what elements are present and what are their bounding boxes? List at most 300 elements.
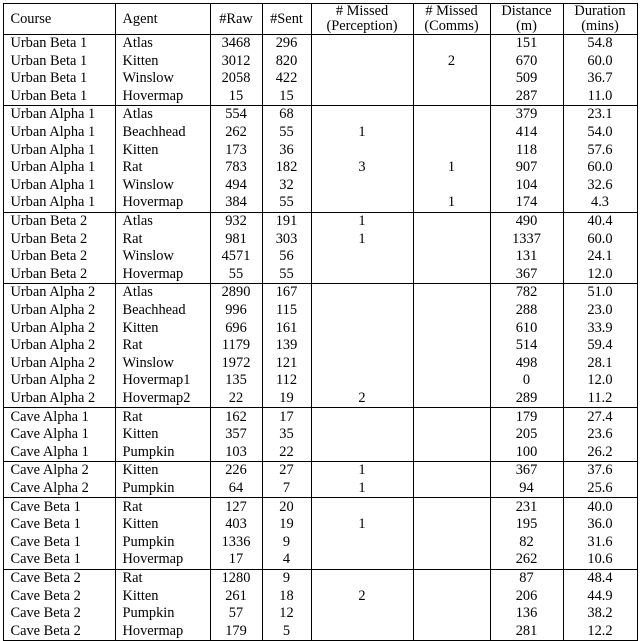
cell-missed-comms	[413, 516, 490, 534]
cell-duration: 44.9	[563, 587, 637, 605]
cell-missed-comms	[413, 248, 490, 266]
cell-duration: 37.6	[563, 462, 637, 480]
cell-missed-perception	[311, 551, 413, 569]
cell-agent: Pumpkin	[115, 480, 210, 498]
cell-duration: 60.0	[563, 53, 637, 71]
cell-missed-perception	[311, 70, 413, 88]
cell-missed-comms	[413, 587, 490, 605]
cell-agent: Rat	[115, 408, 210, 426]
cell-raw: 996	[210, 302, 262, 320]
table-row	[3, 266, 637, 284]
table-header	[3, 4, 637, 35]
table-row	[3, 124, 637, 142]
cell-duration: 24.1	[563, 248, 637, 266]
cell-duration: 10.6	[563, 551, 637, 569]
cell-missed-comms	[413, 372, 490, 390]
cell-sent: 121	[262, 355, 311, 373]
cell-raw: 262	[210, 124, 262, 142]
cell-missed-perception	[311, 266, 413, 284]
cell-missed-perception	[311, 35, 413, 53]
cell-sent: 55	[262, 124, 311, 142]
cell-agent: Atlas	[115, 35, 210, 53]
cell-duration: 23.1	[563, 106, 637, 124]
table-row	[3, 53, 637, 71]
cell-duration: 12.0	[563, 266, 637, 284]
table-row	[3, 106, 637, 124]
cell-agent: Pumpkin	[115, 605, 210, 623]
table-row	[3, 248, 637, 266]
cell-duration: 33.9	[563, 320, 637, 338]
cell-distance: 907	[490, 159, 563, 177]
table-row	[3, 212, 637, 230]
col-header-duration	[563, 4, 637, 35]
cell-duration: 54.8	[563, 35, 637, 53]
cell-raw: 1336	[210, 534, 262, 552]
table-row	[3, 355, 637, 373]
cell-agent: Kitten	[115, 516, 210, 534]
cell-raw: 4571	[210, 248, 262, 266]
cell-missed-perception	[311, 498, 413, 516]
cell-missed-comms: 1	[413, 194, 490, 212]
col-header-course-label: Course	[10, 10, 52, 27]
cell-raw: 2058	[210, 70, 262, 88]
cell-missed-perception: 1	[311, 516, 413, 534]
cell-distance: 100	[490, 444, 563, 462]
cell-course: Cave Beta 2	[3, 569, 115, 587]
cell-distance: 514	[490, 337, 563, 355]
cell-agent: Hovermap	[115, 194, 210, 212]
cell-distance: 670	[490, 53, 563, 71]
col-header-sent	[262, 4, 311, 35]
cell-missed-perception	[311, 372, 413, 390]
cell-missed-comms	[413, 355, 490, 373]
header-row	[3, 4, 637, 35]
cell-course: Urban Beta 2	[3, 248, 115, 266]
cell-sent: 36	[262, 142, 311, 160]
cell-sent: 296	[262, 35, 311, 53]
cell-raw: 357	[210, 426, 262, 444]
cell-distance: 610	[490, 320, 563, 338]
cell-distance: 104	[490, 177, 563, 195]
cell-raw: 64	[210, 480, 262, 498]
cell-missed-perception	[311, 408, 413, 426]
cell-missed-comms	[413, 320, 490, 338]
cell-raw: 261	[210, 587, 262, 605]
table-row	[3, 159, 637, 177]
cell-agent: Beachhead	[115, 124, 210, 142]
cell-distance: 287	[490, 88, 563, 106]
cell-course: Urban Alpha 1	[3, 124, 115, 142]
table-row	[3, 426, 637, 444]
col-header-course	[3, 4, 115, 35]
cell-course: Urban Beta 2	[3, 266, 115, 284]
cell-missed-perception: 3	[311, 159, 413, 177]
cell-agent: Hovermap	[115, 88, 210, 106]
col-header-missed-perception-sub: (Perception)	[326, 18, 398, 34]
cell-raw: 554	[210, 106, 262, 124]
cell-sent: 35	[262, 426, 311, 444]
cell-missed-comms	[413, 124, 490, 142]
cell-raw: 932	[210, 212, 262, 230]
cell-missed-perception	[311, 337, 413, 355]
cell-raw: 494	[210, 177, 262, 195]
cell-sent: 12	[262, 605, 311, 623]
cell-missed-comms	[413, 284, 490, 302]
cell-distance: 151	[490, 35, 563, 53]
cell-raw: 384	[210, 194, 262, 212]
cell-missed-perception	[311, 569, 413, 587]
cell-course: Cave Beta 1	[3, 551, 115, 569]
cell-missed-perception: 1	[311, 462, 413, 480]
cell-agent: Hovermap	[115, 551, 210, 569]
table-row	[3, 534, 637, 552]
cell-raw: 22	[210, 390, 262, 408]
cell-sent: 9	[262, 534, 311, 552]
cell-distance: 281	[490, 623, 563, 641]
cell-distance: 1337	[490, 231, 563, 249]
cell-missed-perception	[311, 284, 413, 302]
cell-duration: 60.0	[563, 231, 637, 249]
cell-agent: Atlas	[115, 106, 210, 124]
cell-course: Urban Beta 2	[3, 212, 115, 230]
cell-course: Urban Alpha 2	[3, 390, 115, 408]
cell-missed-comms	[413, 231, 490, 249]
cell-missed-perception: 1	[311, 480, 413, 498]
cell-missed-comms	[413, 302, 490, 320]
table-row	[3, 284, 637, 302]
cell-missed-perception	[311, 142, 413, 160]
cell-agent: Pumpkin	[115, 444, 210, 462]
cell-course: Cave Alpha 1	[3, 444, 115, 462]
cell-missed-comms	[413, 337, 490, 355]
cell-missed-perception	[311, 88, 413, 106]
col-header-missed-comms-sub: (Comms)	[424, 18, 479, 34]
table-row	[3, 320, 637, 338]
table-body	[3, 35, 637, 641]
cell-raw: 1280	[210, 569, 262, 587]
cell-sent: 161	[262, 320, 311, 338]
table-row	[3, 498, 637, 516]
cell-course: Cave Beta 1	[3, 516, 115, 534]
table-row	[3, 408, 637, 426]
cell-missed-perception: 1	[311, 124, 413, 142]
col-header-missed-comms	[413, 4, 490, 35]
cell-agent: Hovermap	[115, 266, 210, 284]
cell-missed-comms	[413, 444, 490, 462]
cell-course: Urban Alpha 1	[3, 194, 115, 212]
cell-distance: 206	[490, 587, 563, 605]
cell-sent: 55	[262, 194, 311, 212]
cell-missed-comms	[413, 408, 490, 426]
cell-raw: 1179	[210, 337, 262, 355]
table-row	[3, 194, 637, 212]
cell-duration: 57.6	[563, 142, 637, 160]
cell-missed-perception	[311, 355, 413, 373]
cell-course: Urban Alpha 2	[3, 284, 115, 302]
cell-duration: 48.4	[563, 569, 637, 587]
cell-course: Urban Alpha 1	[3, 106, 115, 124]
cell-sent: 9	[262, 569, 311, 587]
col-header-distance	[490, 4, 563, 35]
cell-course: Urban Alpha 2	[3, 355, 115, 373]
table-row	[3, 444, 637, 462]
cell-duration: 36.0	[563, 516, 637, 534]
cell-course: Cave Beta 1	[3, 498, 115, 516]
cell-sent: 18	[262, 587, 311, 605]
cell-missed-comms	[413, 534, 490, 552]
results-table	[3, 3, 638, 641]
cell-missed-perception: 2	[311, 390, 413, 408]
cell-agent: Winslow	[115, 70, 210, 88]
cell-distance: 231	[490, 498, 563, 516]
cell-missed-comms	[413, 70, 490, 88]
cell-missed-comms	[413, 623, 490, 641]
cell-sent: 5	[262, 623, 311, 641]
cell-sent: 55	[262, 266, 311, 284]
cell-sent: 27	[262, 462, 311, 480]
cell-distance: 131	[490, 248, 563, 266]
cell-missed-comms	[413, 569, 490, 587]
cell-agent: Pumpkin	[115, 534, 210, 552]
cell-raw: 981	[210, 231, 262, 249]
col-header-sent-label: #Sent	[270, 10, 303, 27]
cell-agent: Beachhead	[115, 302, 210, 320]
cell-missed-comms	[413, 426, 490, 444]
table-row	[3, 516, 637, 534]
cell-duration: 4.3	[563, 194, 637, 212]
cell-sent: 56	[262, 248, 311, 266]
cell-sent: 32	[262, 177, 311, 195]
cell-raw: 162	[210, 408, 262, 426]
cell-duration: 25.6	[563, 480, 637, 498]
cell-agent: Winslow	[115, 355, 210, 373]
cell-sent: 19	[262, 516, 311, 534]
cell-raw: 2890	[210, 284, 262, 302]
cell-distance: 289	[490, 390, 563, 408]
cell-course: Cave Beta 2	[3, 587, 115, 605]
cell-duration: 59.4	[563, 337, 637, 355]
cell-raw: 403	[210, 516, 262, 534]
cell-distance: 414	[490, 124, 563, 142]
cell-agent: Kitten	[115, 426, 210, 444]
cell-course: Urban Beta 1	[3, 35, 115, 53]
cell-agent: Hovermap2	[115, 390, 210, 408]
cell-raw: 226	[210, 462, 262, 480]
cell-agent: Winslow	[115, 248, 210, 266]
cell-course: Urban Alpha 1	[3, 159, 115, 177]
col-header-raw	[210, 4, 262, 35]
cell-distance: 509	[490, 70, 563, 88]
cell-missed-perception: 1	[311, 212, 413, 230]
table-row	[3, 551, 637, 569]
cell-duration: 27.4	[563, 408, 637, 426]
cell-distance: 367	[490, 266, 563, 284]
cell-missed-perception	[311, 53, 413, 71]
cell-sent: 4	[262, 551, 311, 569]
cell-missed-comms	[413, 266, 490, 284]
cell-course: Urban Beta 1	[3, 88, 115, 106]
cell-course: Urban Alpha 2	[3, 320, 115, 338]
cell-missed-comms	[413, 142, 490, 160]
cell-distance: 288	[490, 302, 563, 320]
cell-missed-comms	[413, 480, 490, 498]
cell-distance: 782	[490, 284, 563, 302]
cell-missed-comms	[413, 498, 490, 516]
cell-course: Cave Alpha 2	[3, 480, 115, 498]
cell-raw: 103	[210, 444, 262, 462]
cell-missed-perception	[311, 623, 413, 641]
cell-duration: 23.6	[563, 426, 637, 444]
cell-sent: 303	[262, 231, 311, 249]
table-row	[3, 623, 637, 641]
cell-missed-perception: 2	[311, 587, 413, 605]
col-header-raw-label: #Raw	[219, 10, 253, 27]
cell-raw: 55	[210, 266, 262, 284]
table-row	[3, 462, 637, 480]
cell-missed-perception	[311, 320, 413, 338]
cell-course: Cave Alpha 1	[3, 408, 115, 426]
cell-distance: 498	[490, 355, 563, 373]
cell-missed-comms: 2	[413, 53, 490, 71]
cell-sent: 15	[262, 88, 311, 106]
cell-course: Cave Alpha 2	[3, 462, 115, 480]
cell-sent: 422	[262, 70, 311, 88]
cell-duration: 12.2	[563, 623, 637, 641]
cell-duration: 31.6	[563, 534, 637, 552]
cell-agent: Kitten	[115, 142, 210, 160]
cell-agent: Atlas	[115, 212, 210, 230]
cell-raw: 173	[210, 142, 262, 160]
col-header-missed-comms-label: # Missed	[425, 3, 478, 20]
table-row	[3, 231, 637, 249]
cell-missed-comms	[413, 390, 490, 408]
cell-sent: 191	[262, 212, 311, 230]
col-header-agent	[115, 4, 210, 35]
cell-agent: Atlas	[115, 284, 210, 302]
cell-missed-comms	[413, 106, 490, 124]
cell-agent: Rat	[115, 498, 210, 516]
cell-duration: 54.0	[563, 124, 637, 142]
cell-distance: 367	[490, 462, 563, 480]
cell-agent: Kitten	[115, 462, 210, 480]
cell-raw: 3468	[210, 35, 262, 53]
cell-course: Cave Alpha 1	[3, 426, 115, 444]
cell-agent: Rat	[115, 569, 210, 587]
cell-missed-comms	[413, 212, 490, 230]
cell-raw: 57	[210, 605, 262, 623]
cell-course: Urban Beta 1	[3, 70, 115, 88]
cell-missed-perception	[311, 106, 413, 124]
cell-missed-perception: 1	[311, 231, 413, 249]
cell-distance: 136	[490, 605, 563, 623]
cell-distance: 0	[490, 372, 563, 390]
cell-duration: 11.0	[563, 88, 637, 106]
cell-raw: 1972	[210, 355, 262, 373]
cell-agent: Hovermap1	[115, 372, 210, 390]
cell-course: Urban Beta 1	[3, 53, 115, 71]
table-row	[3, 480, 637, 498]
table-row	[3, 372, 637, 390]
cell-course: Urban Alpha 2	[3, 337, 115, 355]
cell-sent: 19	[262, 390, 311, 408]
cell-sent: 17	[262, 408, 311, 426]
cell-distance: 118	[490, 142, 563, 160]
cell-agent: Kitten	[115, 320, 210, 338]
cell-duration: 23.0	[563, 302, 637, 320]
cell-duration: 40.4	[563, 212, 637, 230]
cell-missed-comms	[413, 177, 490, 195]
cell-raw: 15	[210, 88, 262, 106]
cell-distance: 195	[490, 516, 563, 534]
cell-missed-comms	[413, 605, 490, 623]
cell-missed-perception	[311, 426, 413, 444]
cell-agent: Rat	[115, 159, 210, 177]
cell-missed-comms	[413, 35, 490, 53]
cell-duration: 40.0	[563, 498, 637, 516]
col-header-agent-label: Agent	[122, 10, 158, 27]
cell-missed-perception	[311, 177, 413, 195]
cell-agent: Kitten	[115, 587, 210, 605]
table-row	[3, 70, 637, 88]
cell-agent: Hovermap	[115, 623, 210, 641]
table-row	[3, 337, 637, 355]
cell-duration: 32.6	[563, 177, 637, 195]
cell-missed-comms	[413, 551, 490, 569]
table-row	[3, 177, 637, 195]
cell-duration: 36.7	[563, 70, 637, 88]
cell-course: Urban Alpha 1	[3, 142, 115, 160]
cell-raw: 783	[210, 159, 262, 177]
cell-missed-comms	[413, 88, 490, 106]
cell-sent: 167	[262, 284, 311, 302]
cell-duration: 28.1	[563, 355, 637, 373]
col-header-duration-label: Duration	[574, 3, 626, 20]
cell-distance: 379	[490, 106, 563, 124]
table-row	[3, 569, 637, 587]
cell-course: Urban Alpha 1	[3, 177, 115, 195]
cell-course: Urban Alpha 2	[3, 302, 115, 320]
cell-missed-perception	[311, 302, 413, 320]
table-row	[3, 142, 637, 160]
cell-duration: 12.0	[563, 372, 637, 390]
cell-sent: 68	[262, 106, 311, 124]
cell-sent: 7	[262, 480, 311, 498]
col-header-missed-perception-label: # Missed	[335, 3, 389, 20]
cell-duration: 11.2	[563, 390, 637, 408]
cell-missed-perception	[311, 248, 413, 266]
cell-sent: 115	[262, 302, 311, 320]
cell-agent: Rat	[115, 337, 210, 355]
table-row	[3, 302, 637, 320]
cell-agent: Rat	[115, 231, 210, 249]
cell-agent: Winslow	[115, 177, 210, 195]
cell-course: Cave Beta 2	[3, 623, 115, 641]
cell-distance: 205	[490, 426, 563, 444]
cell-course: Urban Beta 2	[3, 231, 115, 249]
col-header-distance-sub: (m)	[516, 18, 537, 34]
table-row	[3, 587, 637, 605]
table-row	[3, 35, 637, 53]
table-row	[3, 390, 637, 408]
cell-duration: 51.0	[563, 284, 637, 302]
cell-sent: 182	[262, 159, 311, 177]
cell-course: Cave Beta 2	[3, 605, 115, 623]
cell-distance: 174	[490, 194, 563, 212]
cell-sent: 112	[262, 372, 311, 390]
cell-raw: 17	[210, 551, 262, 569]
table-row	[3, 605, 637, 623]
cell-raw: 3012	[210, 53, 262, 71]
